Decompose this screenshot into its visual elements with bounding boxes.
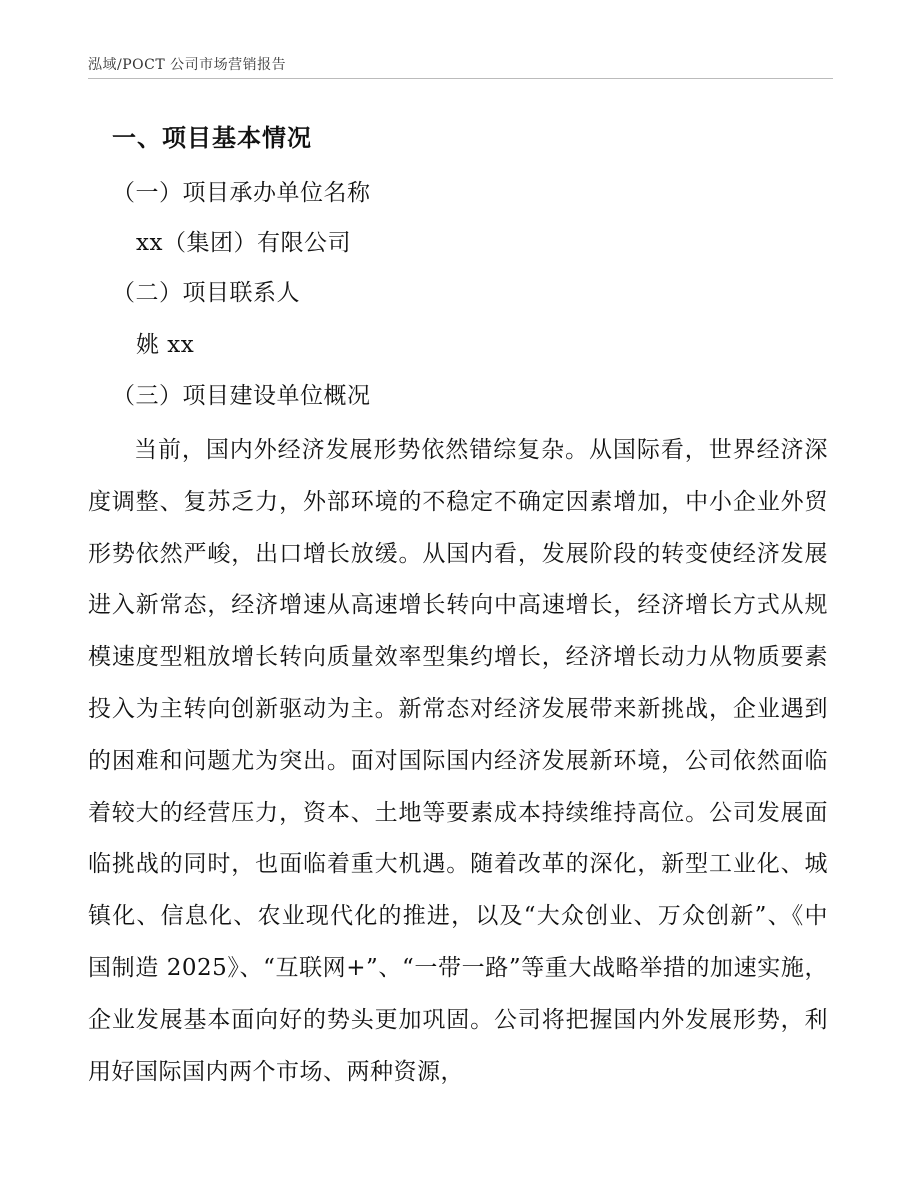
company-name: xx（集团）有限公司 xyxy=(136,230,351,256)
overview-paragraph: 当前，国内外经济发展形势依然错综复杂。从国际看，世界经济深度调整、复苏乏力，外部环境的不稳定不确定因素增加，中小企业外贸形势依然严峻，出口增长放缓。从国内看，发展阶段的转变使经济发展进入新常态，经济增速从高速增长转向中高速增长，经济增长方式从规模速度型粗放增长转向质量效率型集约增长，经济增长动力从物质要素投入为主转向创新驱动为主。新常态对经济发展带来新挑战，企业遇到的困难和问题尤为突出。面对国际国内经济发展新环境，公司依然面临着较大的经营压力，资本、土地等要素成本持续维持高位。公司发展面临挑战的同时，也面临着重大机遇。随着改革的深化，新型工业化、城镇化、信息化、农业现代化的推进，以及“大众创业、万众创新”、《中国制造 2025》、“互联网+”、“一带一路”等重大战略举措的加速实施，企业发展基本面向好的势头更加巩固。公司将把握国内外发展形势，利用好国际国内两个市场、两种资源， xyxy=(88,437,828,1085)
section-title: 一、项目基本情况 xyxy=(112,123,312,152)
subsection-heading-company: （一）项目承办单位名称 xyxy=(112,180,371,206)
subsection-heading-contact: （二）项目联系人 xyxy=(112,280,300,306)
contact-name: 姚 xx xyxy=(136,332,195,358)
running-header: 泓域/POCT 公司市场营销报告 xyxy=(88,57,287,73)
header-divider xyxy=(88,78,833,79)
subsection-heading-overview: （三）项目建设单位概况 xyxy=(112,383,371,409)
